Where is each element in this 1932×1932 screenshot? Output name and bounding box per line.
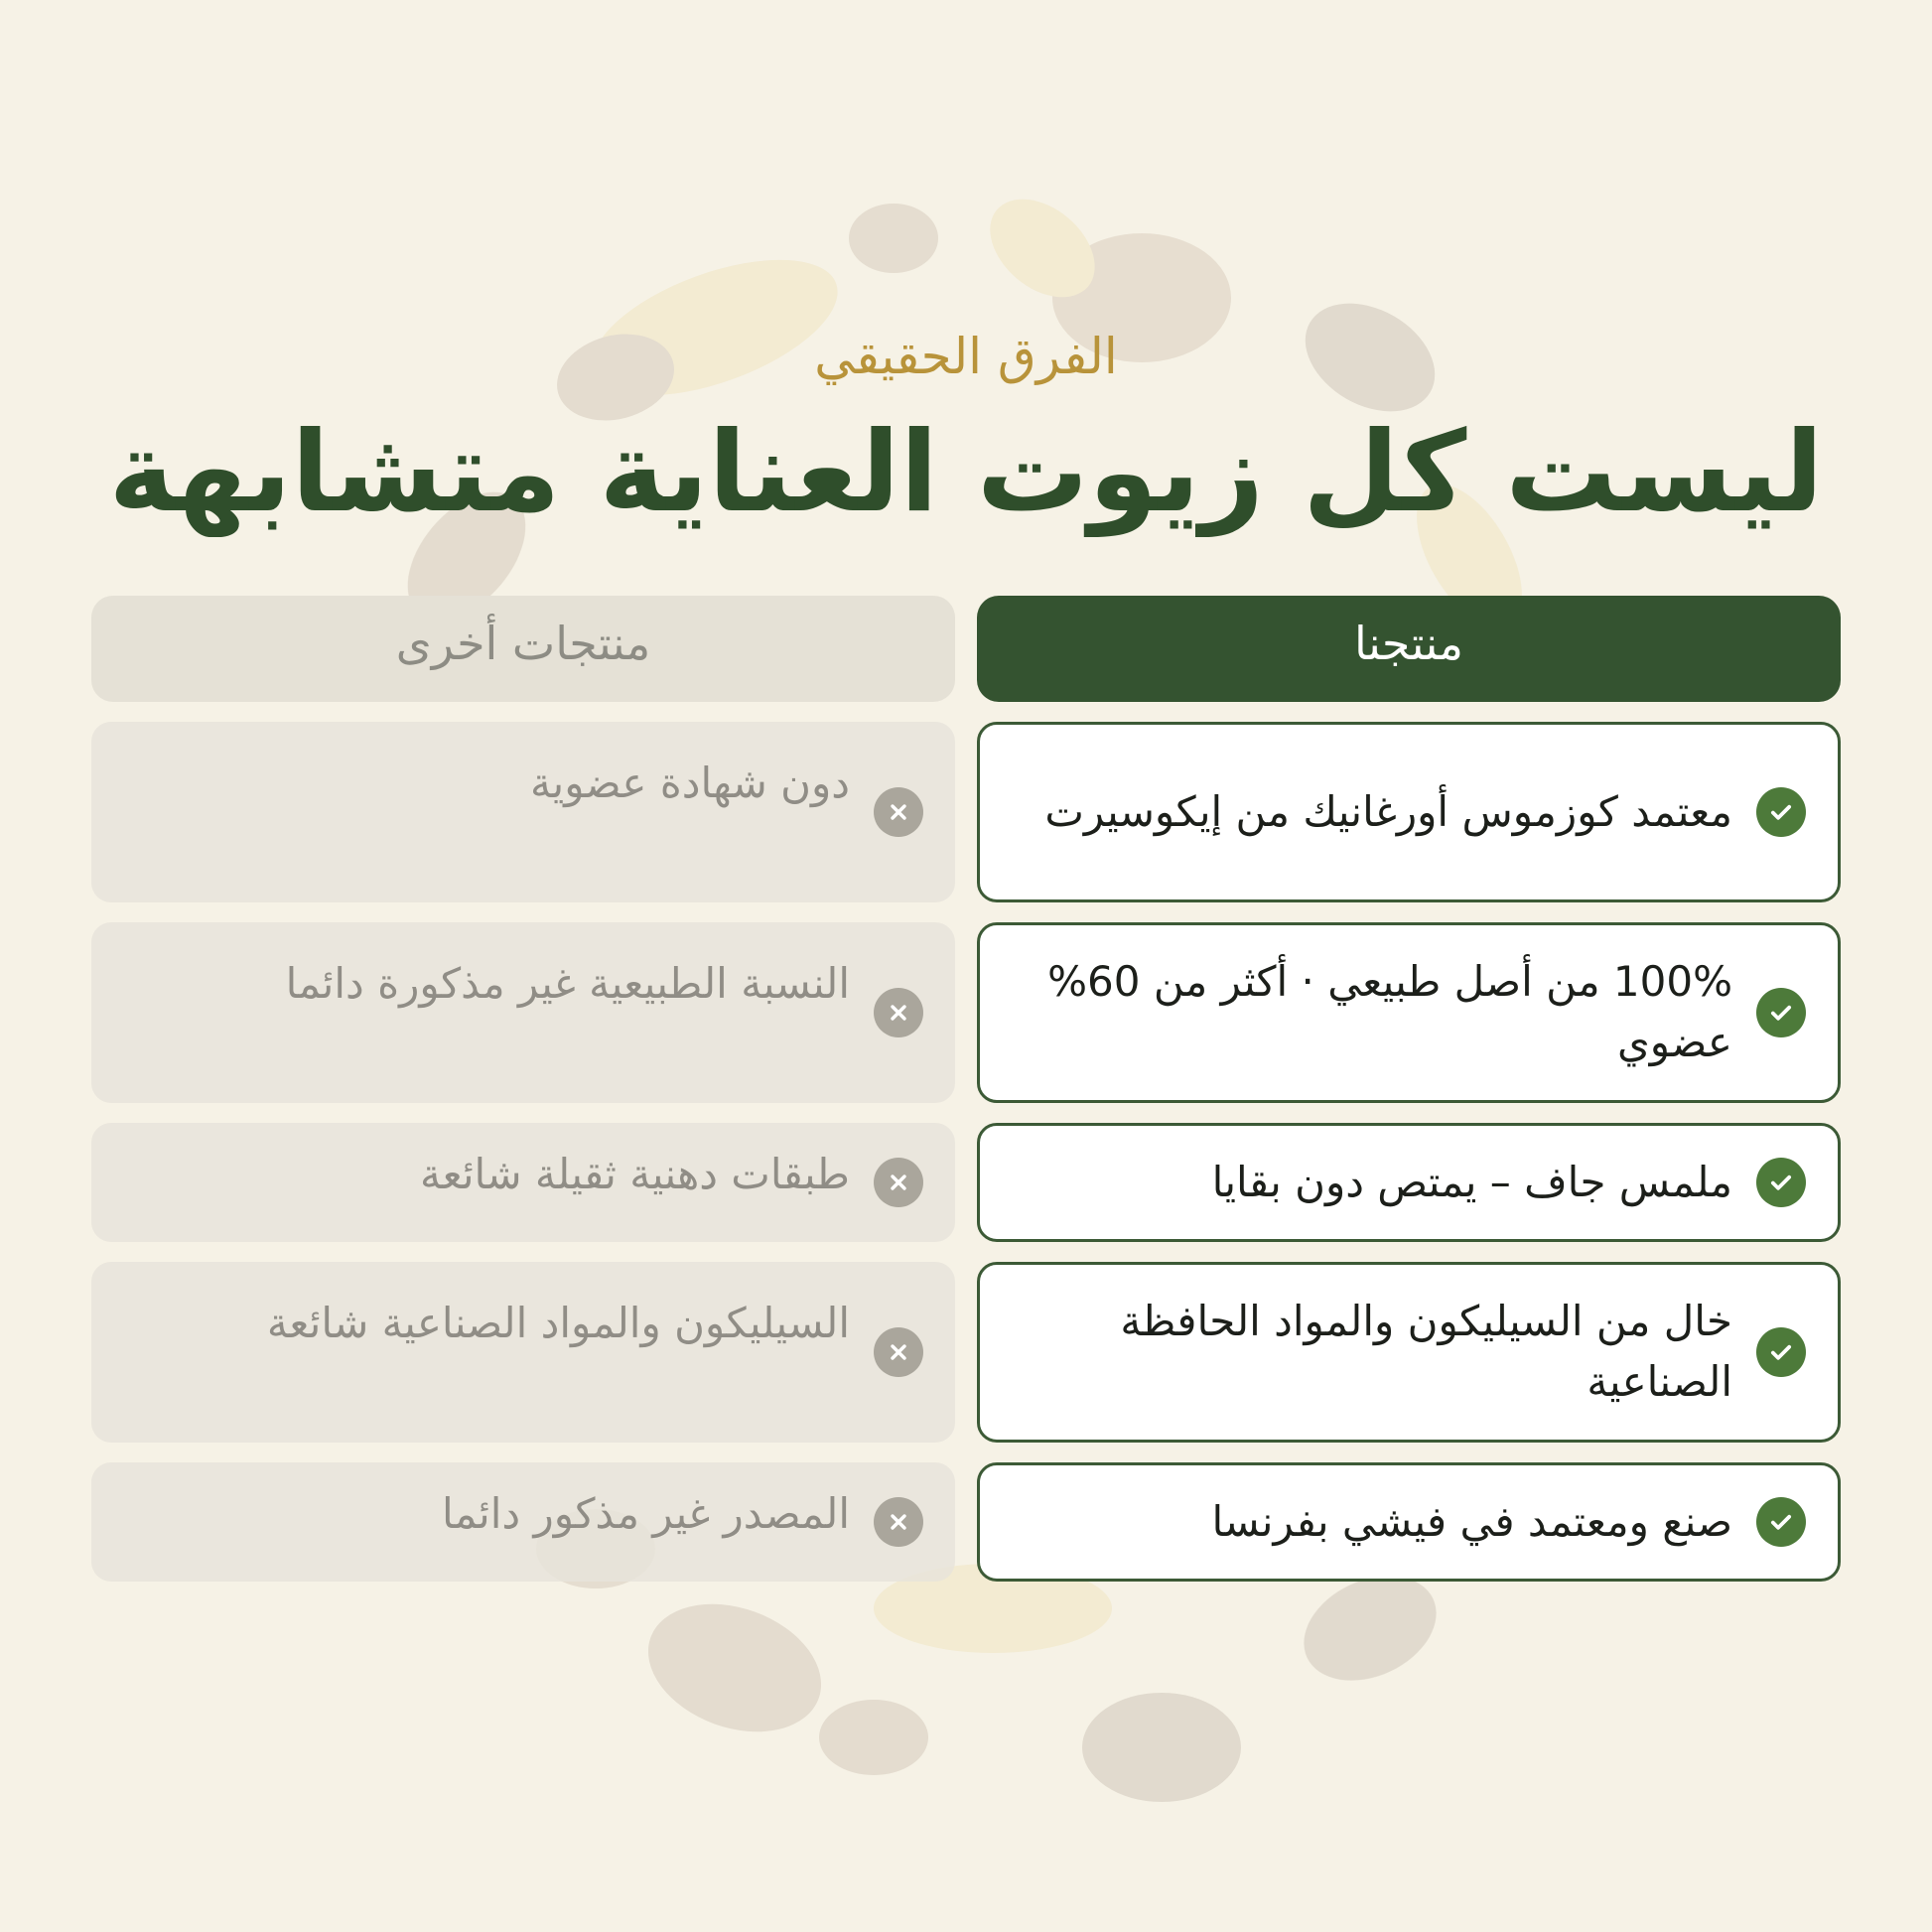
comparison-text-ours: معتمد كوزموس أورغانيك من إيكوسيرت bbox=[1044, 786, 1732, 836]
x-circle-icon bbox=[874, 1327, 923, 1377]
x-circle-icon bbox=[874, 988, 923, 1037]
comparison-text-others: النسبة الطبيعية غير مذكورة دائما bbox=[285, 959, 850, 1008]
comparison-text-others: دون شهادة عضوية bbox=[530, 759, 850, 807]
comparison-text-ours: صنع ومعتمد في فيشي بفرنسا bbox=[1211, 1496, 1732, 1546]
check-circle-icon bbox=[1756, 1327, 1806, 1377]
x-circle-icon bbox=[874, 1497, 923, 1547]
comparison-row-others bbox=[91, 922, 955, 1103]
comparison-row-ours bbox=[977, 1262, 1841, 1443]
comparison-text-ours: خال من السيليكون والمواد الحافظة الصناعية bbox=[1120, 1297, 1732, 1406]
comparison-text-ours: 100% من أصل طبيعي · أكثر من 60% عضوي bbox=[1047, 957, 1732, 1066]
comparison-row-ours bbox=[977, 1462, 1841, 1582]
comparison-row-others bbox=[91, 722, 955, 902]
comparison-row-others bbox=[91, 1123, 955, 1242]
comparison-row-ours bbox=[977, 922, 1841, 1103]
comparison-row-others bbox=[91, 1262, 955, 1443]
check-circle-icon bbox=[1756, 787, 1806, 837]
column-header-others: منتجات أخرى bbox=[91, 596, 955, 702]
comparison-text-others: المصدر غير مذكور دائما bbox=[441, 1489, 850, 1538]
comparison-table bbox=[91, 596, 1841, 1582]
x-circle-icon bbox=[874, 787, 923, 837]
column-header-ours: منتجنا bbox=[977, 596, 1841, 702]
comparison-row-others bbox=[91, 1462, 955, 1582]
page-title: ليست كل زيوت العناية متشابهة bbox=[108, 408, 1824, 537]
check-circle-icon bbox=[1756, 988, 1806, 1037]
comparison-text-others: طبقات دهنية ثقيلة شائعة bbox=[420, 1150, 850, 1198]
comparison-row-ours bbox=[977, 1123, 1841, 1242]
comparison-text-others: السيليكون والمواد الصناعية شائعة bbox=[266, 1299, 850, 1347]
comparison-text-ours: ملمس جاف – يمتص دون بقايا bbox=[1211, 1157, 1732, 1206]
check-circle-icon bbox=[1756, 1497, 1806, 1547]
comparison-row-ours bbox=[977, 722, 1841, 902]
x-circle-icon bbox=[874, 1158, 923, 1207]
eyebrow-label: الفرق الحقيقي bbox=[814, 328, 1118, 385]
check-circle-icon bbox=[1756, 1158, 1806, 1207]
